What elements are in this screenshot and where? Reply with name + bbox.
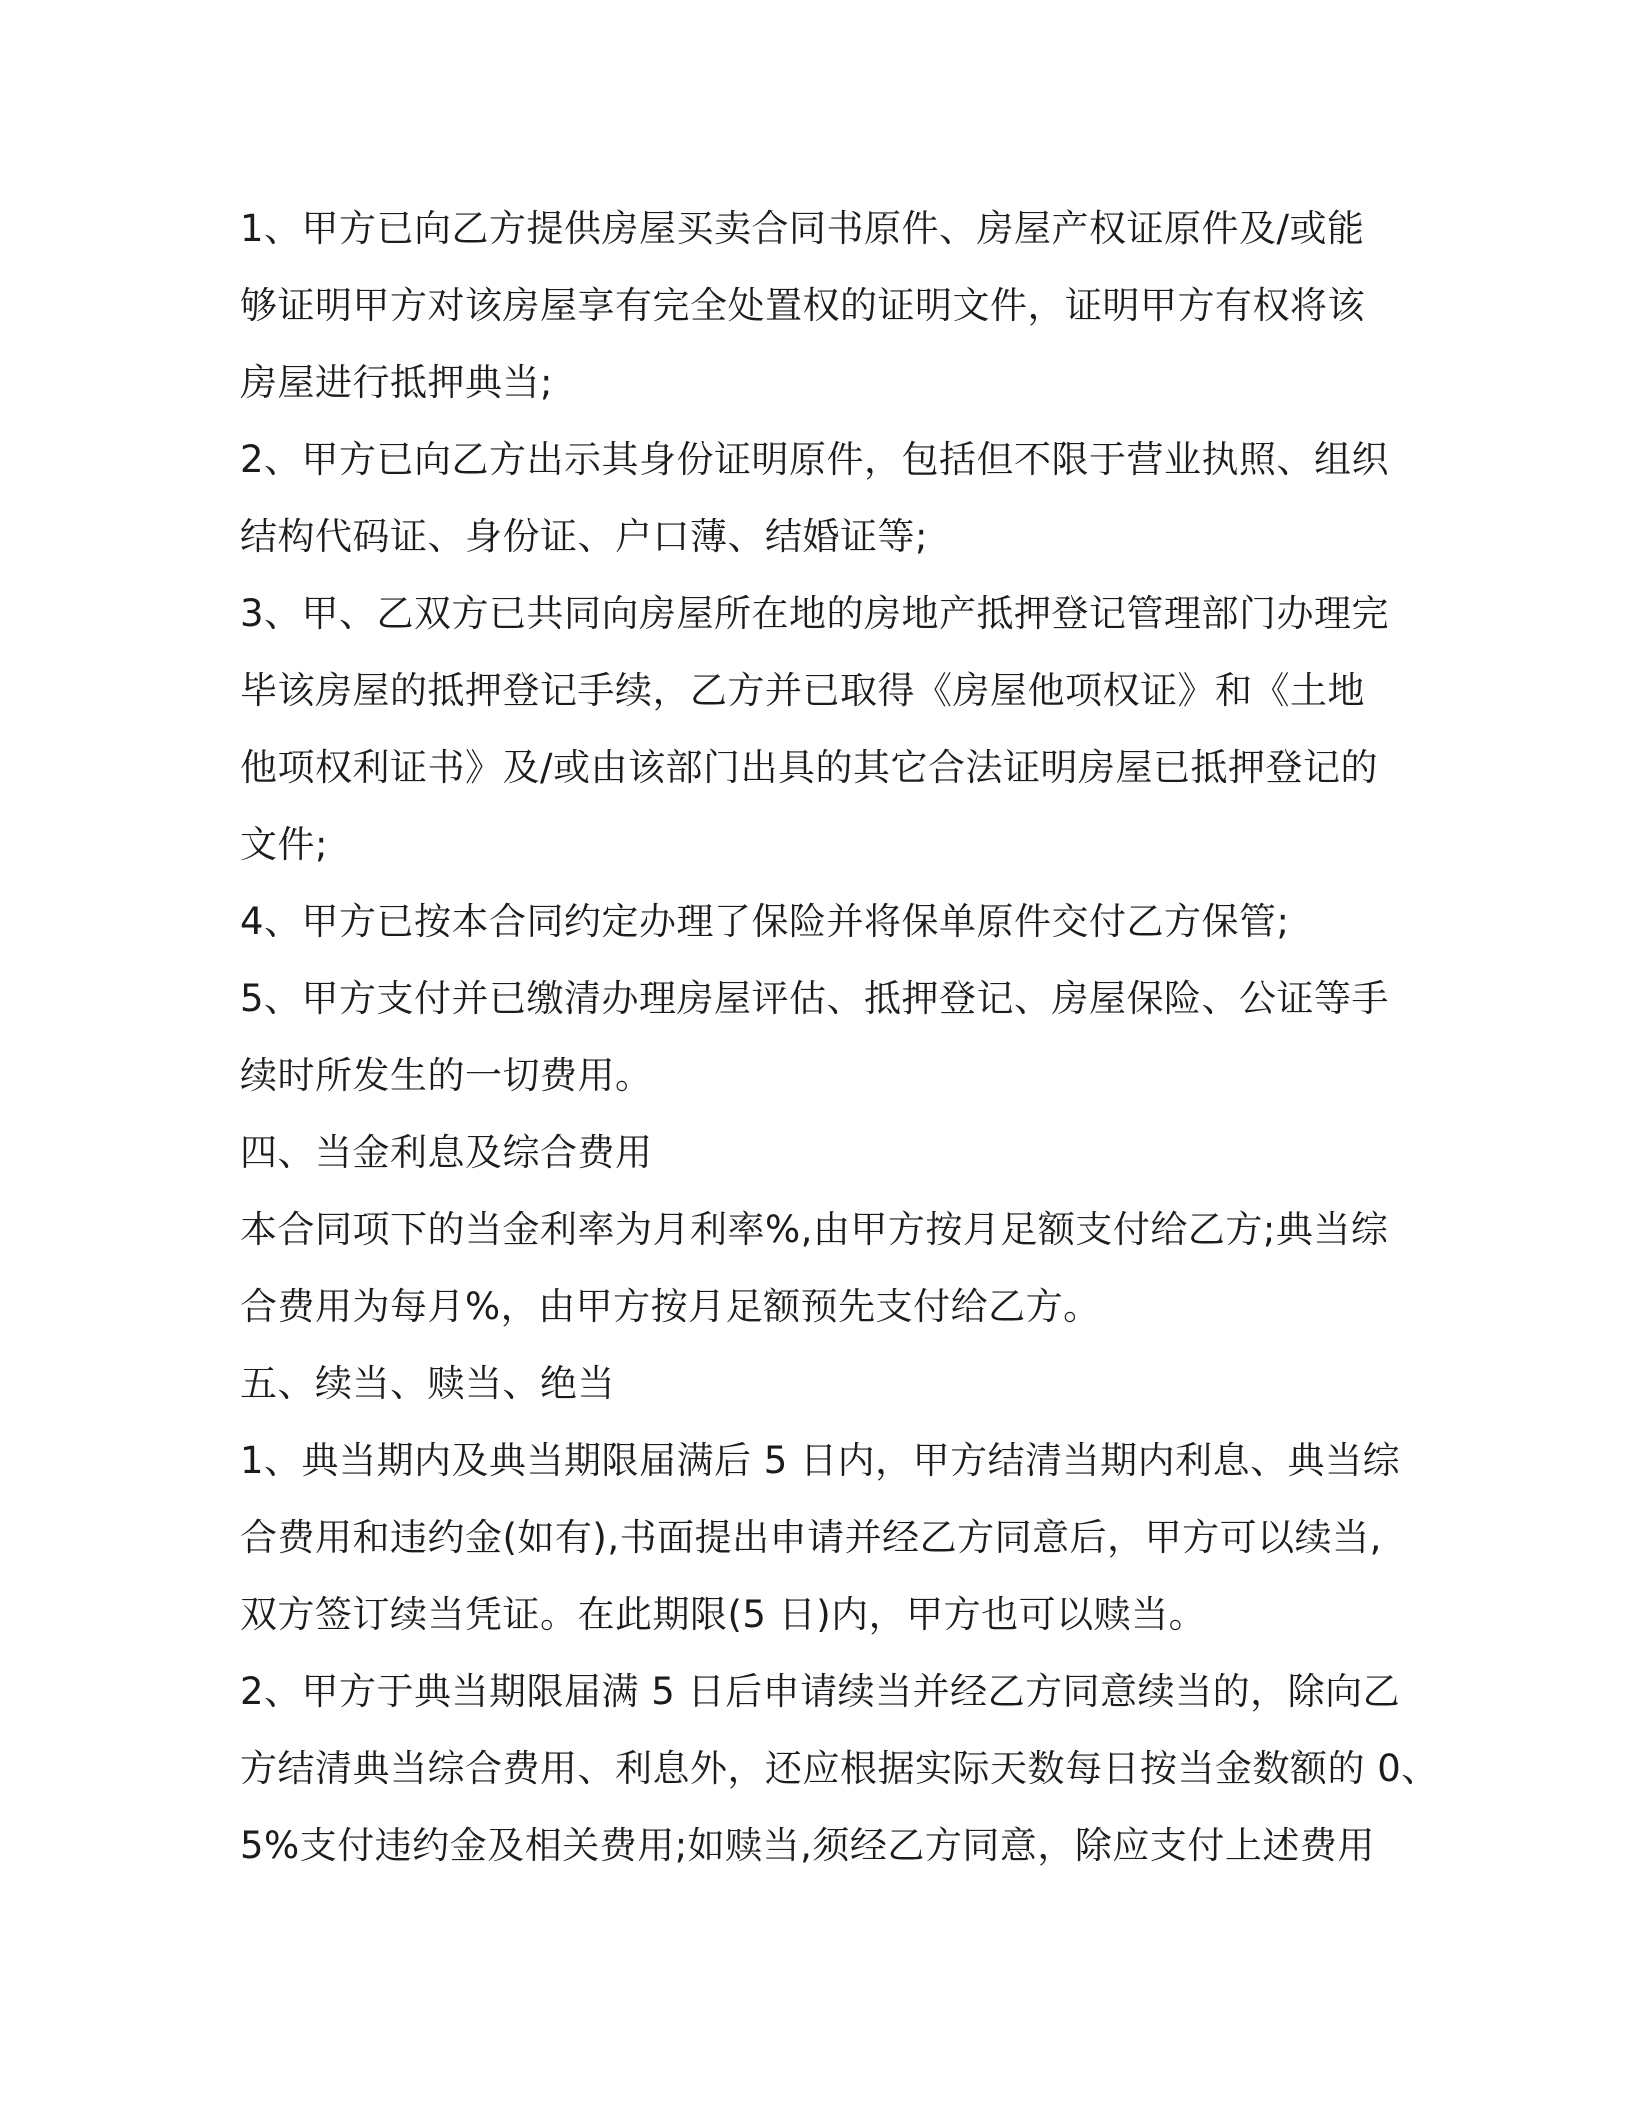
- text-line: 5、甲方支付并已缴清办理房屋评估、抵押登记、房屋保险、公证等手: [240, 977, 1390, 1020]
- section-heading: 四、当金利息及综合费用: [240, 1131, 653, 1174]
- text-line: 1、甲方已向乙方提供房屋买卖合同书原件、房屋产权证原件及/或能: [240, 207, 1365, 250]
- text-line: 2、甲方于典当期限届满 5 日后申请续当并经乙方同意续当的，除向乙: [240, 1670, 1401, 1713]
- text-line: 合费用和违约金(如有),书面提出申请并经乙方同意后，甲方可以续当,: [240, 1516, 1382, 1559]
- text-line: 1、典当期内及典当期限届满后 5 日内，甲方结清当期内利息、典当综: [240, 1439, 1401, 1482]
- text-line: 结构代码证、身份证、户口薄、结婚证等;: [240, 515, 928, 558]
- text-line: 够证明甲方对该房屋享有完全处置权的证明文件，证明甲方有权将该: [240, 284, 1365, 327]
- document-body: [240, 190, 1440, 1884]
- text-line: 2、甲方已向乙方出示其身份证明原件，包括但不限于营业执照、组织: [240, 438, 1390, 481]
- text-line: 他项权利证书》及/或由该部门出具的其它合法证明房屋已抵押登记的: [240, 746, 1378, 789]
- text-line: 文件;: [240, 823, 328, 866]
- text-line: 3、甲、乙双方已共同向房屋所在地的房地产抵押登记管理部门办理完: [240, 592, 1390, 635]
- text-line: 合费用为每月%，由甲方按月足额预先支付给乙方。: [240, 1285, 1101, 1328]
- text-line: 5%支付违约金及相关费用;如赎当,须经乙方同意，除应支付上述费用: [240, 1824, 1375, 1867]
- text-line: 毕该房屋的抵押登记手续，乙方并已取得《房屋他项权证》和《土地: [240, 669, 1365, 712]
- section-heading: 五、续当、赎当、绝当: [240, 1362, 615, 1405]
- text-line: 本合同项下的当金利率为月利率%,由甲方按月足额支付给乙方;典当综: [240, 1208, 1389, 1251]
- text-line: 房屋进行抵押典当;: [240, 361, 553, 404]
- text-line: 续时所发生的一切费用。: [240, 1054, 653, 1097]
- text-line: 方结清典当综合费用、利息外，还应根据实际天数每日按当金数额的 0、: [240, 1747, 1439, 1790]
- text-line: 双方签订续当凭证。在此期限(5 日)内，甲方也可以赎当。: [240, 1593, 1207, 1636]
- text-line: 4、甲方已按本合同约定办理了保险并将保单原件交付乙方保管;: [240, 900, 1290, 943]
